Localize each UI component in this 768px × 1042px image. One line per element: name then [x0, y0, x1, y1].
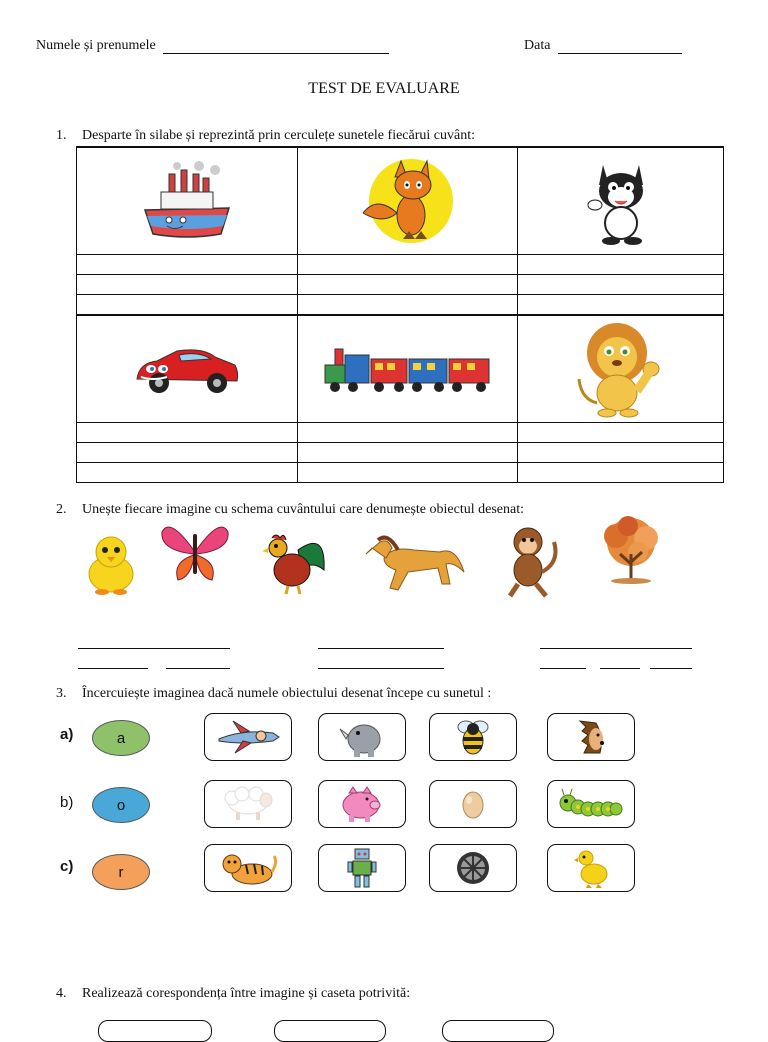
date-field[interactable] [524, 38, 682, 54]
q4-heading [56, 986, 410, 1002]
q1-number: 1. [56, 128, 67, 143]
wheel-icon [455, 850, 491, 886]
row-c-label: c) [60, 858, 74, 875]
date-label: Data [524, 38, 551, 53]
sound-o-pill: o [92, 787, 150, 823]
syllable-table [76, 146, 724, 483]
scheme-6c-line[interactable] [650, 668, 692, 669]
row-b-label: b) [60, 794, 74, 811]
option-c-3[interactable] [429, 844, 517, 892]
tiger-icon [218, 848, 278, 888]
caterpillar-icon [558, 787, 624, 821]
option-c-4[interactable] [547, 844, 635, 892]
match-box-3[interactable] [442, 1020, 554, 1042]
scheme-6b-line[interactable] [600, 668, 640, 669]
scheme-6a-line[interactable] [540, 668, 586, 669]
lion-icon [571, 319, 671, 419]
q1-heading [56, 128, 475, 144]
rooster-icon[interactable] [262, 530, 328, 596]
robot-icon [347, 847, 377, 889]
cell-ship [77, 147, 298, 255]
cell-lion [518, 315, 724, 423]
row-a-label: a) [60, 726, 74, 743]
scheme-2a-line[interactable] [78, 668, 148, 669]
butterfly-icon[interactable] [160, 522, 230, 584]
scheme-1-line[interactable] [78, 648, 230, 649]
page-title: TEST DE EVALUARE [308, 80, 460, 97]
option-b-3[interactable] [429, 780, 517, 828]
chick-icon[interactable] [84, 530, 138, 596]
option-c-1[interactable] [204, 844, 292, 892]
ship-icon [137, 160, 237, 242]
cell-fox [297, 147, 518, 255]
option-b-4[interactable] [547, 780, 635, 828]
option-b-2[interactable] [318, 780, 406, 828]
name-label: Numele și prenumele [36, 38, 156, 53]
option-b-1[interactable] [204, 780, 292, 828]
bee-icon [452, 717, 494, 757]
airplane-icon [213, 719, 283, 755]
cat-icon [581, 155, 661, 247]
cell-car [77, 315, 298, 423]
fox-icon [357, 155, 457, 247]
q3-number: 3. [56, 686, 67, 701]
q4-number: 4. [56, 986, 67, 1001]
scheme-4-line[interactable] [318, 668, 444, 669]
car-icon [133, 339, 241, 399]
option-a-3[interactable] [429, 713, 517, 761]
name-line[interactable] [163, 41, 389, 54]
cell-cat [518, 147, 724, 255]
sheep-icon [220, 786, 276, 822]
q2-number: 2. [56, 502, 67, 517]
option-a-1[interactable] [204, 713, 292, 761]
horse-icon[interactable] [362, 528, 466, 594]
egg-icon [460, 788, 486, 820]
scheme-5-line[interactable] [540, 648, 692, 649]
q4-text: Realizează corespondența între imagine și caseta potrivită: [82, 986, 411, 1001]
name-field[interactable] [36, 38, 389, 54]
train-icon [321, 341, 493, 397]
sound-a-pill: a [92, 720, 150, 756]
match-box-2[interactable] [274, 1020, 386, 1042]
option-c-2[interactable] [318, 844, 406, 892]
pig-icon [339, 785, 385, 823]
hedgehog-icon [576, 717, 606, 757]
sound-r-pill: r [92, 854, 150, 890]
q3-text: Încercuiește imaginea dacă numele obiectului desenat începe cu sunetul : [82, 686, 492, 701]
duck-icon [574, 848, 608, 888]
scheme-3-line[interactable] [318, 648, 444, 649]
q2-text: Unește fiecare imagine cu schema cuvântului care denumește obiectul desenat: [82, 502, 524, 517]
cell-train [297, 315, 518, 423]
match-box-1[interactable] [98, 1020, 212, 1042]
date-line[interactable] [558, 41, 682, 54]
monkey-icon[interactable] [498, 522, 562, 600]
rhino-icon [338, 717, 386, 757]
scheme-2b-line[interactable] [166, 668, 230, 669]
tree-icon[interactable] [598, 514, 664, 586]
q1-text: Desparte în silabe și reprezintă prin cerculețe sunetele fiecărui cuvânt: [82, 128, 475, 143]
option-a-4[interactable] [547, 713, 635, 761]
q2-heading [56, 502, 524, 518]
q3-heading [56, 686, 491, 702]
option-a-2[interactable] [318, 713, 406, 761]
